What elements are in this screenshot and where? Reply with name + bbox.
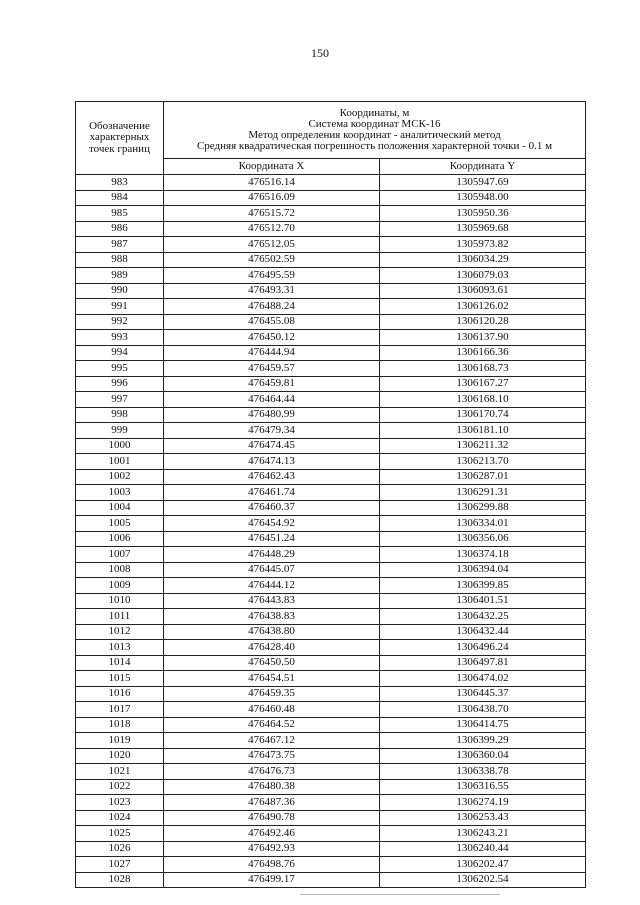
coord-x-cell: 476492.46 <box>164 826 380 842</box>
coord-x-cell: 476451.24 <box>164 531 380 547</box>
coord-x-cell: 476487.36 <box>164 795 380 811</box>
table-row <box>76 609 586 625</box>
table-row <box>76 516 586 532</box>
table-row <box>76 748 586 764</box>
header-left-line1: Обозначение <box>89 120 150 133</box>
coord-x-cell: 476450.12 <box>164 330 380 346</box>
coord-x-cell: 476460.48 <box>164 702 380 718</box>
table-row <box>76 423 586 439</box>
coord-y-cell: 1306432.25 <box>380 609 586 625</box>
point-id-cell: 1003 <box>76 485 164 501</box>
point-id-cell: 989 <box>76 268 164 284</box>
coord-y-cell: 1306374.18 <box>380 547 586 563</box>
coord-x-cell: 476502.59 <box>164 252 380 268</box>
point-id-cell: 1022 <box>76 779 164 795</box>
point-id-cell: 983 <box>76 175 164 191</box>
coord-x-cell: 476444.12 <box>164 578 380 594</box>
coordinate-system: Система координат МСК-16 <box>308 117 441 130</box>
coord-y-cell: 1305948.00 <box>380 190 586 206</box>
coord-x-cell: 476493.31 <box>164 283 380 299</box>
point-id-cell: 986 <box>76 221 164 237</box>
point-id-cell: 1006 <box>76 531 164 547</box>
point-designation-header <box>76 102 164 175</box>
point-id-cell: 1024 <box>76 810 164 826</box>
point-id-cell: 993 <box>76 330 164 346</box>
point-id-cell: 1028 <box>76 872 164 888</box>
point-id-cell: 990 <box>76 283 164 299</box>
coord-y-cell: 1306079.03 <box>380 268 586 284</box>
coord-y-cell: 1306167.27 <box>380 376 586 392</box>
coord-x-cell: 476488.24 <box>164 299 380 315</box>
coordinates-table <box>75 101 586 888</box>
col-x-header: Координата X <box>164 159 380 175</box>
table-row <box>76 330 586 346</box>
point-id-cell: 1013 <box>76 640 164 656</box>
table-row <box>76 733 586 749</box>
determination-method: Метод определения координат - аналитический метод <box>248 129 501 141</box>
table-row <box>76 764 586 780</box>
coord-x-cell: 476428.40 <box>164 640 380 656</box>
accuracy-note: Средняя квадратическая погрешность положения характерной точки - 0.1 м <box>196 140 553 153</box>
coord-y-cell: 1306137.90 <box>380 330 586 346</box>
coord-y-cell: 1306120.28 <box>380 314 586 330</box>
table-row <box>76 469 586 485</box>
point-id-cell: 1004 <box>76 500 164 516</box>
coord-x-cell: 476512.70 <box>164 221 380 237</box>
header-left-line2: характерных <box>89 131 150 144</box>
coord-x-cell: 476516.09 <box>164 190 380 206</box>
point-id-cell: 998 <box>76 407 164 423</box>
table-row <box>76 392 586 408</box>
coord-y-cell: 1306474.02 <box>380 671 586 687</box>
coord-x-cell: 476515.72 <box>164 206 380 222</box>
coord-x-cell: 476498.76 <box>164 857 380 873</box>
point-id-cell: 1012 <box>76 624 164 640</box>
table-row <box>76 252 586 268</box>
coord-x-cell: 476480.38 <box>164 779 380 795</box>
coord-x-cell: 476464.52 <box>164 717 380 733</box>
coord-x-cell: 476444.94 <box>164 345 380 361</box>
point-id-cell: 1026 <box>76 841 164 857</box>
coord-y-cell: 1306316.55 <box>380 779 586 795</box>
point-id-cell: 995 <box>76 361 164 377</box>
table-row <box>76 376 586 392</box>
coord-y-cell: 1306299.88 <box>380 500 586 516</box>
table-row <box>76 268 586 284</box>
coord-y-cell: 1305947.69 <box>380 175 586 191</box>
table-row <box>76 190 586 206</box>
coord-x-cell: 476445.07 <box>164 562 380 578</box>
point-id-cell: 1015 <box>76 671 164 687</box>
table-row <box>76 500 586 516</box>
coord-y-cell: 1306334.01 <box>380 516 586 532</box>
coord-x-cell: 476473.75 <box>164 748 380 764</box>
table-row <box>76 299 586 315</box>
coord-y-cell: 1306168.73 <box>380 361 586 377</box>
coord-x-cell: 476467.12 <box>164 733 380 749</box>
coord-y-cell: 1306438.70 <box>380 702 586 718</box>
point-id-cell: 994 <box>76 345 164 361</box>
table-row <box>76 686 586 702</box>
point-id-cell: 985 <box>76 206 164 222</box>
header-left-line3: точек границ <box>89 142 150 155</box>
table-row <box>76 438 586 454</box>
point-id-cell: 1016 <box>76 686 164 702</box>
point-id-cell: 987 <box>76 237 164 253</box>
point-id-cell: 1027 <box>76 857 164 873</box>
table-row <box>76 221 586 237</box>
coord-y-cell: 1306414.75 <box>380 717 586 733</box>
table-row <box>76 361 586 377</box>
coord-x-cell: 476438.83 <box>164 609 380 625</box>
coord-x-cell: 476464.44 <box>164 392 380 408</box>
coord-x-cell: 476495.59 <box>164 268 380 284</box>
table-row <box>76 206 586 222</box>
coords-title: Координаты, м <box>339 106 410 119</box>
coord-y-cell: 1306253.43 <box>380 810 586 826</box>
table-row <box>76 872 586 888</box>
coord-y-cell: 1306356.06 <box>380 531 586 547</box>
table-row <box>76 857 586 873</box>
coord-x-cell: 476476.73 <box>164 764 380 780</box>
table-row <box>76 345 586 361</box>
coord-x-cell: 476461.74 <box>164 485 380 501</box>
coord-x-cell: 476499.17 <box>164 872 380 888</box>
point-id-cell: 1009 <box>76 578 164 594</box>
table-row <box>76 624 586 640</box>
coord-y-cell: 1305969.68 <box>380 221 586 237</box>
point-id-cell: 1018 <box>76 717 164 733</box>
table-body <box>76 175 586 888</box>
table-row <box>76 810 586 826</box>
coord-y-cell: 1306394.04 <box>380 562 586 578</box>
coord-y-cell: 1306213.70 <box>380 454 586 470</box>
point-id-cell: 984 <box>76 190 164 206</box>
coord-x-cell: 476492.93 <box>164 841 380 857</box>
coord-y-cell: 1306496.24 <box>380 640 586 656</box>
coord-x-cell: 476459.35 <box>164 686 380 702</box>
coordinates-header <box>164 102 586 159</box>
table-row <box>76 671 586 687</box>
coord-y-cell: 1306287.01 <box>380 469 586 485</box>
coord-x-cell: 476448.29 <box>164 547 380 563</box>
point-id-cell: 1019 <box>76 733 164 749</box>
coord-y-cell: 1306399.29 <box>380 733 586 749</box>
point-id-cell: 1001 <box>76 454 164 470</box>
point-id-cell: 988 <box>76 252 164 268</box>
table-row <box>76 655 586 671</box>
point-id-cell: 1021 <box>76 764 164 780</box>
table-row <box>76 795 586 811</box>
table-header-row <box>76 102 586 159</box>
table-row <box>76 702 586 718</box>
point-id-cell: 1008 <box>76 562 164 578</box>
table-row <box>76 175 586 191</box>
coord-y-cell: 1306211.32 <box>380 438 586 454</box>
coord-y-cell: 1306126.02 <box>380 299 586 315</box>
coord-y-cell: 1306093.61 <box>380 283 586 299</box>
point-id-cell: 1002 <box>76 469 164 485</box>
coord-y-cell: 1306170.74 <box>380 407 586 423</box>
point-id-cell: 1017 <box>76 702 164 718</box>
point-id-cell: 1011 <box>76 609 164 625</box>
coord-y-cell: 1306034.29 <box>380 252 586 268</box>
coord-x-cell: 476462.43 <box>164 469 380 485</box>
table-row <box>76 485 586 501</box>
coord-y-cell: 1306338.78 <box>380 764 586 780</box>
table-row <box>76 237 586 253</box>
point-id-cell: 1005 <box>76 516 164 532</box>
coord-y-cell: 1306243.21 <box>380 826 586 842</box>
coord-y-cell: 1306240.44 <box>380 841 586 857</box>
coord-x-cell: 476454.51 <box>164 671 380 687</box>
coord-y-cell: 1306445.37 <box>380 686 586 702</box>
coord-x-cell: 476516.14 <box>164 175 380 191</box>
point-id-cell: 999 <box>76 423 164 439</box>
coord-x-cell: 476474.45 <box>164 438 380 454</box>
table-row <box>76 578 586 594</box>
point-id-cell: 996 <box>76 376 164 392</box>
coord-x-cell: 476512.05 <box>164 237 380 253</box>
coord-y-cell: 1306401.51 <box>380 593 586 609</box>
point-id-cell: 1023 <box>76 795 164 811</box>
point-id-cell: 997 <box>76 392 164 408</box>
point-id-cell: 1000 <box>76 438 164 454</box>
table-row <box>76 826 586 842</box>
coord-y-cell: 1306497.81 <box>380 655 586 671</box>
table-row <box>76 562 586 578</box>
coord-x-cell: 476479.34 <box>164 423 380 439</box>
coord-x-cell: 476474.13 <box>164 454 380 470</box>
coord-x-cell: 476455.08 <box>164 314 380 330</box>
table-row <box>76 640 586 656</box>
table-row <box>76 547 586 563</box>
table-row <box>76 841 586 857</box>
table-row <box>76 717 586 733</box>
page-number: 150 <box>311 46 329 60</box>
table-row <box>76 454 586 470</box>
point-id-cell: 1020 <box>76 748 164 764</box>
coord-y-cell: 1306166.36 <box>380 345 586 361</box>
coord-y-cell: 1306432.44 <box>380 624 586 640</box>
coord-y-cell: 1306202.47 <box>380 857 586 873</box>
table-row <box>76 283 586 299</box>
coord-x-cell: 476443.83 <box>164 593 380 609</box>
table-row <box>76 779 586 795</box>
coord-y-cell: 1306360.04 <box>380 748 586 764</box>
point-id-cell: 1007 <box>76 547 164 563</box>
coord-x-cell: 476460.37 <box>164 500 380 516</box>
col-y-header: Координата Y <box>380 159 586 175</box>
coord-x-cell: 476459.81 <box>164 376 380 392</box>
coord-y-cell: 1306168.10 <box>380 392 586 408</box>
coord-x-cell: 476480.99 <box>164 407 380 423</box>
coord-y-cell: 1306399.85 <box>380 578 586 594</box>
point-id-cell: 1025 <box>76 826 164 842</box>
point-id-cell: 991 <box>76 299 164 315</box>
coord-x-cell: 476459.57 <box>164 361 380 377</box>
point-id-cell: 1010 <box>76 593 164 609</box>
coord-x-cell: 476490.78 <box>164 810 380 826</box>
coord-y-cell: 1305950.36 <box>380 206 586 222</box>
scan-edge-line <box>300 894 500 895</box>
coord-y-cell: 1306291.31 <box>380 485 586 501</box>
table-row <box>76 531 586 547</box>
coord-x-cell: 476438.80 <box>164 624 380 640</box>
coord-y-cell: 1306274.19 <box>380 795 586 811</box>
coord-x-cell: 476450.50 <box>164 655 380 671</box>
coord-y-cell: 1305973.82 <box>380 237 586 253</box>
coord-y-cell: 1306202.54 <box>380 872 586 888</box>
point-id-cell: 1014 <box>76 655 164 671</box>
coord-y-cell: 1306181.10 <box>380 423 586 439</box>
coord-x-cell: 476454.92 <box>164 516 380 532</box>
point-id-cell: 992 <box>76 314 164 330</box>
table-row <box>76 593 586 609</box>
table-row <box>76 314 586 330</box>
table-row <box>76 407 586 423</box>
